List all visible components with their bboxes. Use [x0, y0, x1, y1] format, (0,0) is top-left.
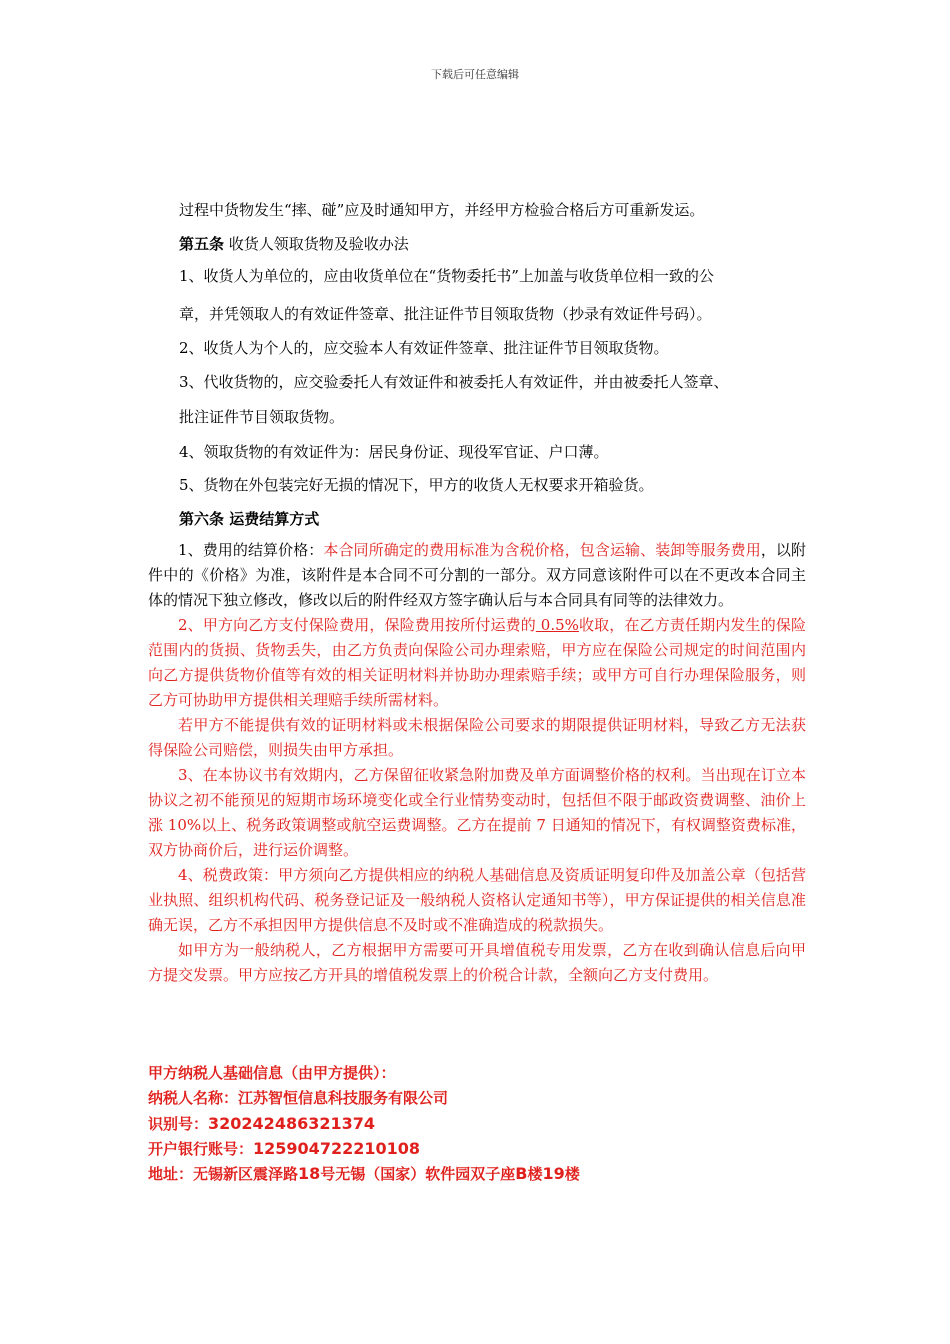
art5-item: 批注证件节目领取货物。 — [179, 408, 345, 426]
art5-item: 章，并凭领取人的有效证件签章、批注证件节目领取货物（抄录有效证件号码）。 — [179, 305, 712, 323]
art6-paragraph-4: 3、在本协议书有效期内，乙方保留征收紧急附加费及单方面调整价格的权利。当出现在订立本协议之初不能预见的短期市场环境变化或全行业情势变动时，包括但不限于邮政资费调整、油价上涨 10%以上、税务政策调整或航空运费调整。乙方在提前 7 日通知的情况下，有权调整资费标准，双方协商价后，进行运价调整。 — [148, 766, 806, 859]
article-6-body — [148, 538, 806, 988]
art5-item: 3、代收货物的，应交验委托人有效证件和被委托人有效证件，并由被委托人签章、 — [179, 373, 729, 391]
article-6-title: 第六条 运费结算方式 — [179, 510, 320, 528]
bank-account: 开户银行账号：125904722210108 — [148, 1139, 421, 1158]
taxpayer-id: 识别号：320242486321374 — [148, 1114, 376, 1133]
art6-paragraph-3: 若甲方不能提供有效的证明材料或未根据保险公司要求的期限提供证明材料，导致乙方无法获得保险公司赔偿，则损失由甲方承担。 — [148, 716, 806, 759]
art6-paragraph-5: 4、税费政策：甲方须向乙方提供相应的纳税人基础信息及资质证明复印件及加盖公章（包括营业执照、组织机构代码、税务登记证及一般纳税人资格认定通知书等），甲方保证提供的相关信息准确无误，乙方不承担因甲方提供信息不及时或不准确造成的税款损失。 — [148, 866, 806, 934]
art5-item: 4、领取货物的有效证件为：居民身份证、现役军官证、户口薄。 — [179, 443, 609, 461]
taxpayer-address: 地址：无锡新区震泽路18号无锡（国家）软件园双子座B楼19楼 — [148, 1164, 580, 1183]
taxpayer-name: 纳税人名称：江苏智恒信息科技服务有限公司 — [148, 1089, 449, 1107]
page-header: 下载后可任意编辑 — [431, 68, 519, 81]
taxinfo-heading: 甲方纳税人基础信息（由甲方提供）： — [148, 1064, 396, 1082]
article-5-heading — [179, 234, 409, 254]
insurance-rate: 0.5% — [535, 616, 579, 634]
intro-line: 过程中货物发生“摔、碰”应及时通知甲方，并经甲方检验合格后方可重新发运。 — [179, 201, 705, 219]
art5-item: 5、货物在外包装完好无损的情况下，甲方的收货人无权要求开箱验货。 — [179, 476, 654, 494]
art5-item: 1、收货人为单位的，应由收货单位在“货物委托书”上加盖与收货单位相一致的公 — [179, 267, 714, 285]
art6-paragraph-2: 2、甲方向乙方支付保险费用，保险费用按所付运费的 0.5%收取，在乙方责任期内发生的保险范围内的货损、货物丢失，由乙方负责向保险公司办理索赔，甲方应在保险公司规定的时间范围内向乙方提供货物价值等有效的相关证明材料并协助办理索赔手续；或甲方可自行办理保险服务，则乙方可协助甲方提供相关理赔手续所需材料。 — [148, 616, 806, 709]
article-5-subtitle: 收货人领取货物及验收办法 — [228, 235, 409, 253]
art6-paragraph-1: 1、费用的结算价格：本合同所确定的费用标准为含税价格，包含运输、装卸等服务费用，以附件中的《价格》为准，该附件是本合同不可分割的一部分。双方同意该附件可以在不更改本合同主体的情况下独立修改，修改以后的附件经双方签字确认后与本合同具有同等的法律效力。 — [148, 541, 806, 609]
article-5-title: 第五条 — [179, 235, 225, 253]
art5-item: 2、收货人为个人的，应交验本人有效证件签章、批注证件节目领取货物。 — [179, 339, 669, 357]
art6-paragraph-6: 如甲方为一般纳税人，乙方根据甲方需要可开具增值税专用发票，乙方在收到确认信息后向甲方提交发票。甲方应按乙方开具的增值税发票上的价税合计款，全额向乙方支付费用。 — [148, 941, 806, 984]
